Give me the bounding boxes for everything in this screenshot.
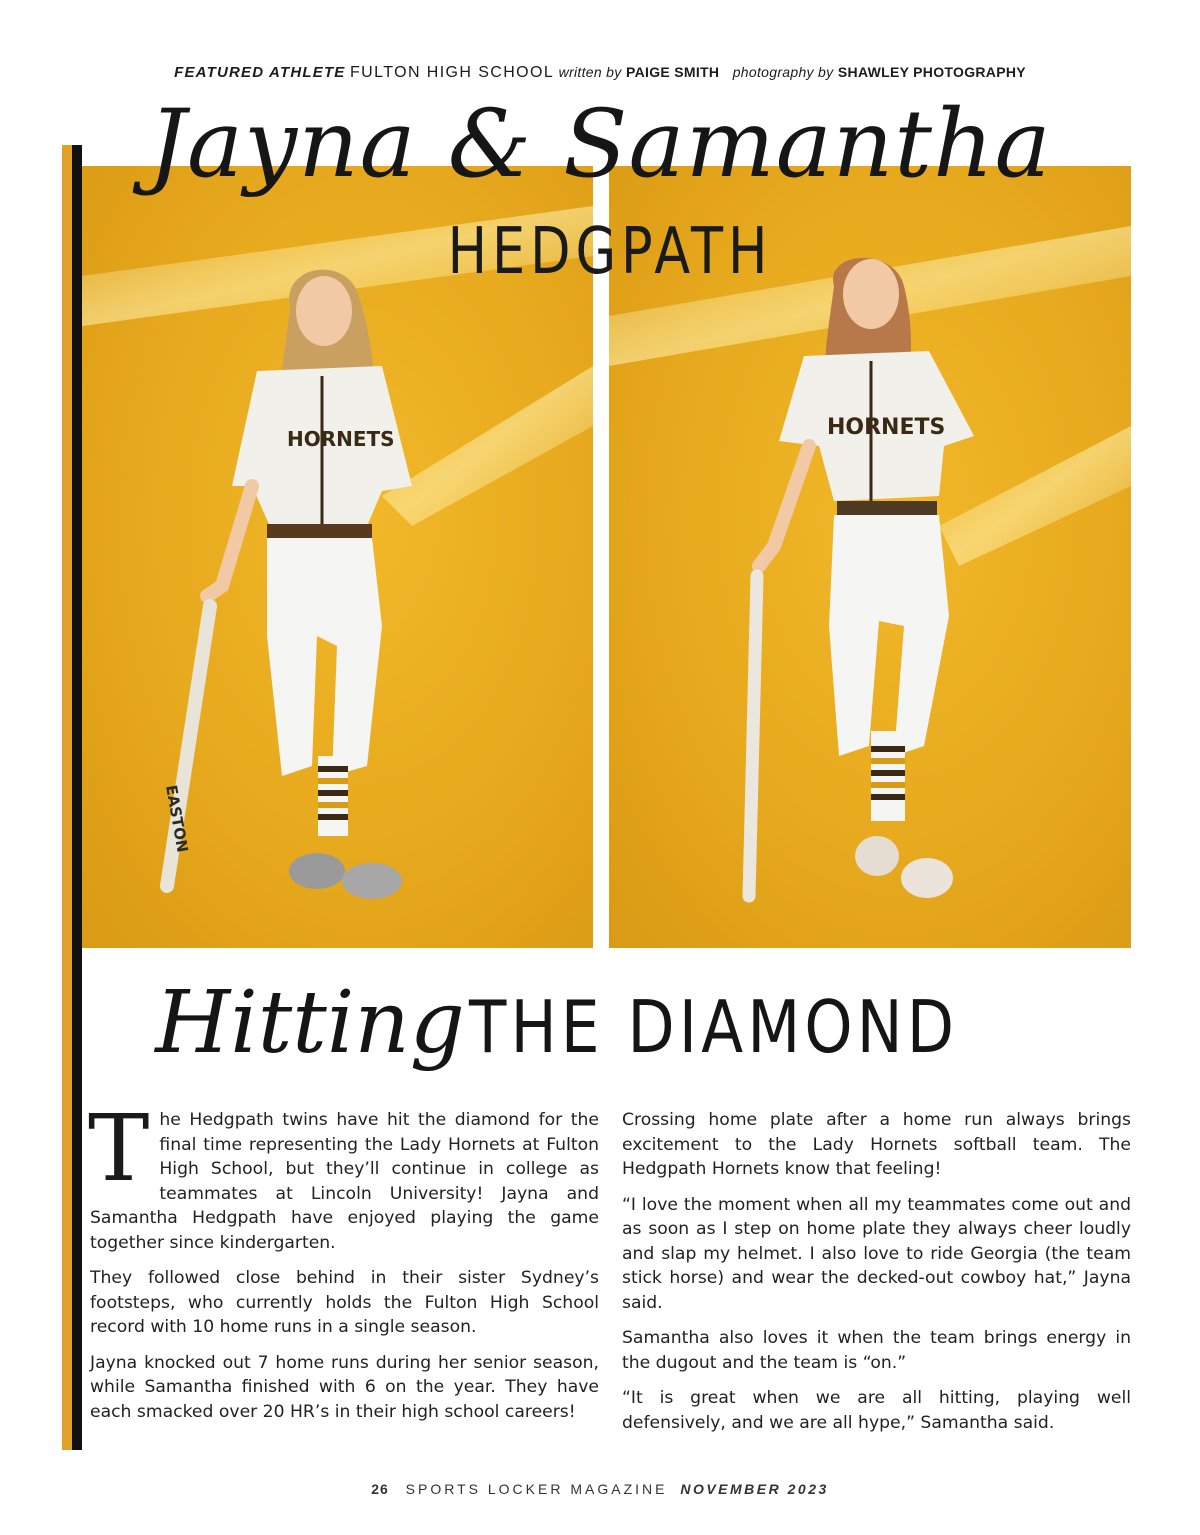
feature-title-surname: HEDGPATH <box>447 215 773 289</box>
written-by-label: written by <box>558 64 622 80</box>
paragraph: “I love the moment when all my teammates come out and as soon as I step on home plate they always cheer loudly and slap my helmet. I also love to ride Georgia (the team stick horse) and wear the decked-out cowboy hat,” Jayna said. <box>622 1194 1131 1313</box>
page-number: 26 <box>371 1481 389 1497</box>
featured-athlete-label: FEATURED ATHLETE <box>174 64 346 81</box>
paragraph-text: he Hedgpath twins have hit the diamond for the final time representing the Lady Hornets at Fulton High School, but they’ll continue in college as teammates at Lincoln University! Jayna and Samantha Hedgpath have enjoyed playing the game together since kindergarten. <box>90 1110 599 1253</box>
paragraph: Crossing home plate after a home run always brings excitement to the Lady Hornets softball team. The Hedgpath Hornets know that feeling! <box>622 1110 1131 1179</box>
school-name: FULTON HIGH SCHOOL <box>349 64 555 81</box>
drop-cap: T <box>88 1095 150 1202</box>
jersey-text-left: HORNETS <box>287 427 395 451</box>
photographer-name: SHAWLEY PHOTOGRAPHY <box>837 64 1026 80</box>
paragraph: Samantha also loves it when the team brings energy in the dugout and the team is “on.” <box>622 1328 1131 1373</box>
issue-date: NOVEMBER 2023 <box>680 1481 829 1497</box>
decorative-side-bar <box>62 145 82 1450</box>
feature-title-names: Jayna & Samantha <box>148 90 1052 199</box>
article-headline <box>0 973 1200 1073</box>
article-column-right <box>622 1108 1131 1446</box>
paragraph: “It is great when we are all hitting, playing well defensively, and we are all hype,” Samantha said. <box>622 1388 1131 1433</box>
bat-brand-left: EASTON <box>162 783 192 854</box>
article-kicker <box>0 64 1200 82</box>
paragraph <box>88 1095 599 1255</box>
headline-caps-words: THE DIAMOND <box>469 985 959 1069</box>
paragraph: Jayna knocked out 7 home runs during her senior season, while Samantha finished with 6 on the year. They have each smacked over 20 HR’s in their high school careers! <box>90 1352 599 1422</box>
page-footer <box>0 1481 1200 1497</box>
article-column-left <box>88 1095 599 1435</box>
author-name: PAIGE SMITH <box>626 64 720 80</box>
paragraph: They followed close behind in their sister Sydney’s footsteps, who currently holds the Fulton High School record with 10 home runs in a single season. <box>90 1268 599 1337</box>
jersey-text-right: HORNETS <box>827 415 946 440</box>
magazine-name: SPORTS LOCKER MAGAZINE <box>405 1481 668 1497</box>
photography-by-label: photography by <box>732 64 834 80</box>
headline-script-word: Hitting <box>155 973 465 1073</box>
